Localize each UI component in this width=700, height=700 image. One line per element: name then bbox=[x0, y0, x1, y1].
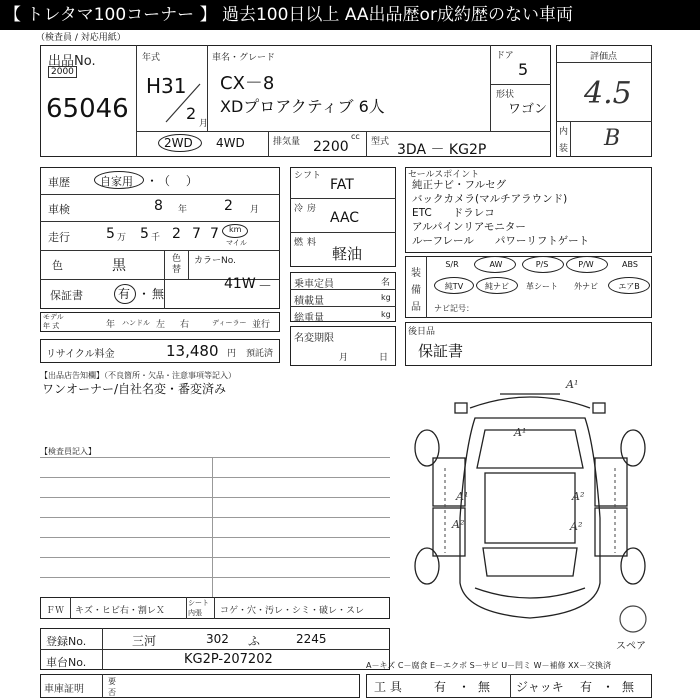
displacement-label: 排気量 bbox=[273, 137, 301, 147]
mileage-d5: 7 bbox=[210, 226, 219, 242]
diagram-mark-2: A¹ bbox=[514, 426, 527, 439]
year-month-unit: 月 bbox=[199, 119, 209, 129]
model-code-value: 3DA － KG2P bbox=[397, 142, 487, 158]
sales-point-3: ETC ドラレコ bbox=[412, 207, 495, 219]
mileage-unit-km: km bbox=[229, 225, 242, 234]
diagram-mark-3: A¹ bbox=[456, 490, 469, 503]
interior-value: B bbox=[604, 126, 621, 151]
equipment-l3: 品 bbox=[411, 302, 421, 313]
form-subtitle: （検査員 / 対応用紙） bbox=[36, 33, 126, 43]
reg-area: 三河 bbox=[132, 634, 157, 648]
tools-label: 工 具 bbox=[374, 680, 402, 694]
capacity-unit: 名 bbox=[381, 278, 391, 288]
doors-value: 5 bbox=[518, 60, 529, 79]
recycle-value: 13,480 bbox=[166, 342, 219, 360]
ac-value: AAC bbox=[330, 210, 360, 226]
inspector-notes-label: 【検査員記入】 bbox=[40, 447, 96, 456]
registration-change-label: 名変期限 bbox=[294, 333, 334, 344]
equip-abs: ABS bbox=[622, 260, 638, 269]
spare-tire-icon bbox=[618, 604, 648, 634]
ac-label: 冷房 bbox=[294, 204, 321, 214]
drive-2wd: 2WD bbox=[164, 136, 193, 150]
sales-points-label: セールスポイント bbox=[408, 170, 480, 180]
body-type-label: 形状 bbox=[496, 90, 515, 100]
diagram-mark-4: A² bbox=[452, 518, 465, 531]
lot-label: 出品No. bbox=[48, 54, 96, 69]
jack-label: ジャッキ bbox=[516, 680, 564, 694]
mileage-u1: 万 bbox=[117, 233, 127, 243]
recycle-label: リサイクル料金 bbox=[46, 349, 115, 360]
model-year-dealer: ディーラー bbox=[212, 319, 247, 327]
spare-label: スペア bbox=[616, 641, 646, 652]
color-code: 41W bbox=[224, 276, 256, 292]
registration-change-month: 月 bbox=[339, 353, 349, 363]
equip-navi-code: ナビ記号： bbox=[434, 304, 474, 313]
load-unit: kg bbox=[381, 293, 391, 302]
color-change-label: 色替 bbox=[172, 254, 182, 275]
sales-point-2: バックカメラ(マルチアラウンド) bbox=[412, 193, 568, 205]
color-code-label: カラーNo. bbox=[194, 256, 236, 266]
body-type-value: ワゴン bbox=[508, 102, 548, 117]
chassis-value: KG2P-207202 bbox=[184, 652, 273, 667]
fuel-value: 軽油 bbox=[332, 245, 363, 263]
tools-dot: ・ bbox=[458, 680, 471, 694]
damage-legend: A－キズ C－腐食 E－エクボ S－サビ U－凹ミ W－補修 XX－交換済 bbox=[366, 661, 612, 670]
cert-box bbox=[40, 674, 360, 698]
score-value: 4.5 bbox=[584, 76, 632, 111]
seller-notes-label: 【出品店告知欄】（不良箇所・欠品・注意事項等記入） bbox=[40, 371, 236, 380]
damage-seat-2: 内張 bbox=[188, 609, 202, 617]
displacement-unit: cc bbox=[351, 132, 360, 141]
equip-airbag: エアB bbox=[618, 282, 640, 291]
jack-dot: ・ bbox=[602, 680, 615, 694]
history-tail: ・（ ） bbox=[146, 174, 204, 188]
model-year-import: 並行 bbox=[252, 320, 271, 330]
mileage-label: 走行 bbox=[48, 231, 70, 244]
cert-l1: 要 bbox=[108, 677, 116, 686]
color-label: 色 bbox=[52, 259, 63, 272]
score-label: 評価点 bbox=[590, 52, 618, 62]
inspection-month: 2 bbox=[224, 198, 233, 214]
interior-label-2: 装 bbox=[559, 144, 569, 154]
mileage-d1: 5 bbox=[106, 226, 115, 242]
inspection-year: 8 bbox=[154, 198, 163, 214]
model-grade: XDプロアクティブ 6人 bbox=[220, 97, 385, 116]
shift-label: シフト bbox=[294, 171, 322, 181]
warranty-yes: 有 bbox=[118, 287, 131, 301]
color-value: 黒 bbox=[112, 258, 126, 274]
mileage-d3: 2 bbox=[172, 226, 181, 242]
later-label: 後日品 bbox=[408, 327, 436, 337]
equip-navi: 純ナビ bbox=[485, 282, 509, 291]
reg-kana: ふ bbox=[248, 634, 261, 648]
jack-yes: 有 bbox=[580, 680, 593, 694]
equip-tv: 純TV bbox=[444, 282, 464, 291]
cert-l2: 否 bbox=[108, 688, 116, 697]
interior-label-1: 内 bbox=[559, 127, 569, 137]
mileage-unit-mile: マイル bbox=[226, 239, 247, 247]
model-year-right: 右 bbox=[180, 320, 190, 330]
inspection-month-unit: 月 bbox=[250, 205, 260, 215]
equip-aw: AW bbox=[489, 260, 503, 269]
weight-label: 総重量 bbox=[294, 313, 324, 324]
reg-class: 302 bbox=[206, 632, 229, 646]
equip-leather: 革シート bbox=[526, 282, 558, 291]
inspection-year-unit: 年 bbox=[178, 205, 188, 215]
history-value: 自家用 bbox=[100, 175, 133, 188]
chassis-label: 車台No. bbox=[46, 656, 87, 669]
weight-unit: kg bbox=[381, 310, 391, 319]
damage-seat-options: コゲ・穴・汚レ・シミ・破レ・スレ bbox=[220, 606, 365, 616]
recycle-unit: 円 bbox=[227, 349, 237, 359]
damage-fw-options: キズ・ヒビ右・割レＸ bbox=[75, 606, 165, 616]
diagram-mark-5: A² bbox=[572, 490, 585, 503]
jack-no: 無 bbox=[622, 680, 635, 694]
fuel-label: 燃料 bbox=[294, 238, 321, 248]
damage-fw: ＦＷ bbox=[46, 606, 65, 616]
model-code-label: 型式 bbox=[371, 137, 390, 147]
color-dash: － bbox=[258, 279, 272, 295]
year-month: 2 bbox=[186, 104, 197, 123]
year-era: H31 bbox=[146, 74, 187, 98]
load-label: 積載量 bbox=[294, 296, 324, 307]
equip-ps: P/S bbox=[535, 260, 549, 269]
lot-number: 65046 bbox=[46, 94, 129, 124]
warranty-no: 無 bbox=[152, 287, 165, 301]
shift-value: FAT bbox=[330, 177, 354, 193]
model-label: 車名・グレード bbox=[212, 53, 276, 63]
displacement-value: 2200 bbox=[313, 139, 349, 155]
equipment-l1: 装 bbox=[411, 268, 421, 279]
equipment-l2: 備 bbox=[411, 285, 421, 296]
model-year-l2: 年 式 bbox=[43, 322, 60, 330]
diagram-mark-6: A² bbox=[570, 520, 583, 533]
model-name: CX－8 bbox=[220, 73, 275, 94]
model-year-handle: ハンドル bbox=[122, 319, 150, 327]
year-label: 年式 bbox=[142, 53, 161, 63]
model-year-l1: モデル bbox=[43, 313, 64, 321]
lot-prefix: 2000 bbox=[48, 66, 77, 78]
tools-yes: 有 bbox=[434, 680, 447, 694]
doors-label: ドア bbox=[496, 51, 514, 61]
drive-4wd: 4WD bbox=[216, 136, 245, 150]
warranty-label: 保証書 bbox=[50, 289, 83, 302]
car-diagram bbox=[405, 378, 655, 628]
reg-no-label: 登録No. bbox=[46, 635, 87, 648]
cert-label: 車庫証明 bbox=[44, 684, 84, 695]
sales-point-1: 純正ナビ・フルセグ bbox=[412, 179, 507, 191]
model-year-left: 左 bbox=[156, 320, 166, 330]
mileage-d2: 5 bbox=[140, 226, 149, 242]
recycle-note: 預託済 bbox=[246, 349, 274, 359]
warranty-dot: ・ bbox=[138, 287, 151, 301]
registration-change-day: 日 bbox=[379, 353, 389, 363]
reg-num: 2245 bbox=[296, 632, 327, 646]
equip-sr: S/R bbox=[445, 260, 459, 269]
mileage-u2: 千 bbox=[151, 233, 161, 243]
sales-point-5: ルーフレール パワーリフトゲート bbox=[412, 235, 590, 247]
history-label: 車歴 bbox=[48, 176, 70, 189]
mileage-d4: 7 bbox=[192, 226, 201, 242]
header-banner: 【 トレタマ100コーナー 】 過去100日以上 AA出品歴or成約歴のない車両 bbox=[0, 0, 700, 30]
diagram-mark-1: A¹ bbox=[566, 378, 579, 391]
capacity-label: 乗車定員 bbox=[294, 279, 334, 290]
model-year-year: 年 bbox=[106, 320, 116, 330]
later-value: 保証書 bbox=[418, 342, 464, 360]
tools-no: 無 bbox=[478, 680, 491, 694]
equip-pw: P/W bbox=[578, 260, 594, 269]
damage-seat-1: シート bbox=[188, 599, 209, 607]
equip-ext-navi: 外ナビ bbox=[574, 282, 598, 291]
inspection-label: 車検 bbox=[48, 203, 70, 216]
seller-notes-text: ワンオーナー/自社名変・番変済み bbox=[42, 382, 227, 396]
sales-point-4: アルパインリアモニター bbox=[412, 221, 526, 233]
